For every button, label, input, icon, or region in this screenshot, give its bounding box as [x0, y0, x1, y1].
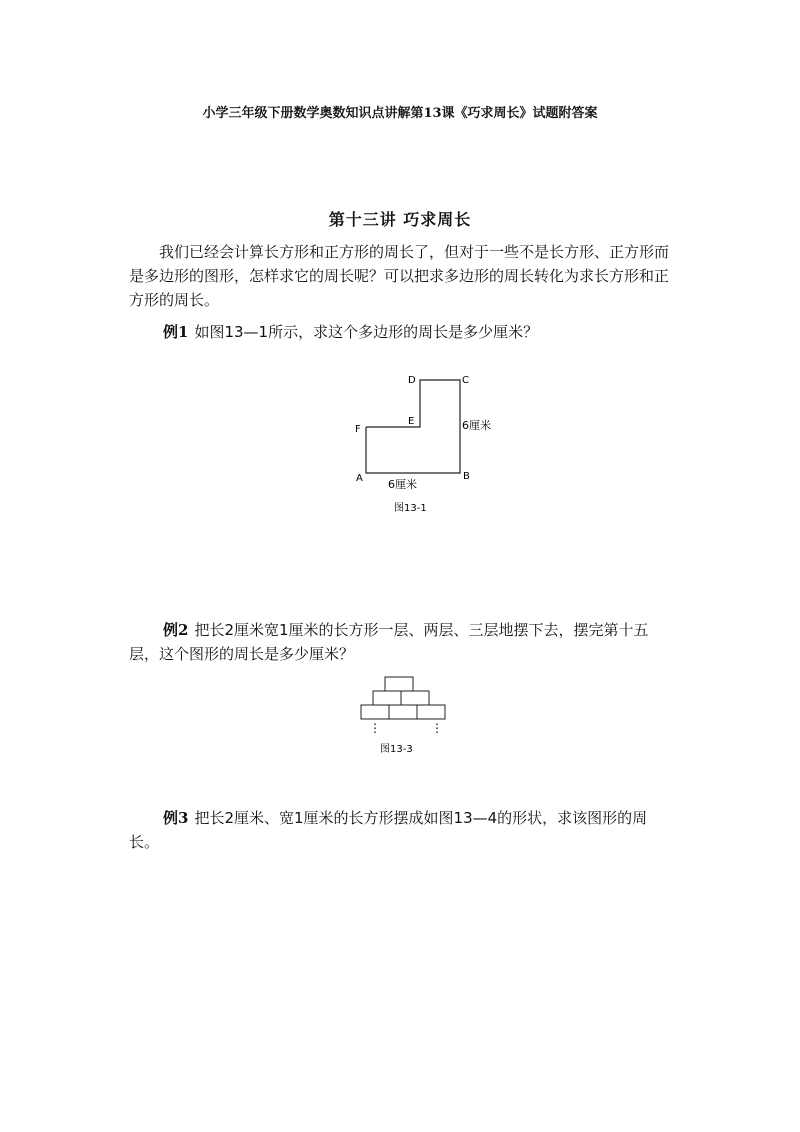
brick-row3-2	[389, 705, 417, 719]
point-label-f: F	[355, 424, 361, 435]
example-2-text: 把长2厘米宽1厘米的长方形一层、两层、三层地摆下去，摆完第十五层，这个图形的周长是多少厘米？	[129, 621, 649, 663]
example-3	[129, 806, 649, 854]
point-label-b: B	[463, 471, 470, 482]
brick-row2-2	[401, 691, 429, 705]
example-3-text: 把长2厘米、宽1厘米的长方形摆成如图13—4的形状，求该图形的周长。	[129, 809, 648, 851]
brick-row1-1	[385, 677, 413, 691]
point-label-a: A	[356, 473, 363, 484]
bottom-side-label: 6厘米	[388, 478, 417, 491]
example-2-label: 例2	[163, 621, 189, 639]
figure-13-3	[355, 672, 455, 762]
point-label-c: C	[462, 375, 469, 386]
example-1-label: 例1	[163, 323, 189, 341]
example-2	[129, 618, 649, 666]
intro-paragraph: 我们已经会计算长方形和正方形的周长了，但对于一些不是长方形、正方形而是多边形的图形，怎样求它的周长呢？可以把求多边形的周长转化为求长方形和正方形的周长。	[129, 243, 670, 309]
example-3-label: 例3	[163, 809, 189, 827]
figure-13-3-caption: 图13-3	[380, 744, 413, 755]
brick-row3-3	[417, 705, 445, 719]
point-label-d: D	[408, 375, 416, 386]
right-continuation-dots: ⋮	[431, 721, 443, 735]
figure-13-1	[340, 368, 510, 518]
figure-13-1-caption: 图13-1	[394, 503, 427, 514]
right-side-label: 6厘米	[462, 419, 491, 432]
brick-row3-1	[361, 705, 389, 719]
left-continuation-dots: ⋮	[369, 721, 381, 735]
example-1	[163, 320, 683, 344]
lecture-title: 第十三讲 巧求周长	[328, 210, 472, 229]
point-label-e: E	[408, 416, 415, 427]
example-1-text: 如图13—1所示，求这个多边形的周长是多少厘米？	[194, 323, 539, 341]
document-title: 小学三年级下册数学奥数知识点讲解第13课《巧求周长》试题附答案	[202, 106, 598, 121]
brick-row2-1	[373, 691, 401, 705]
